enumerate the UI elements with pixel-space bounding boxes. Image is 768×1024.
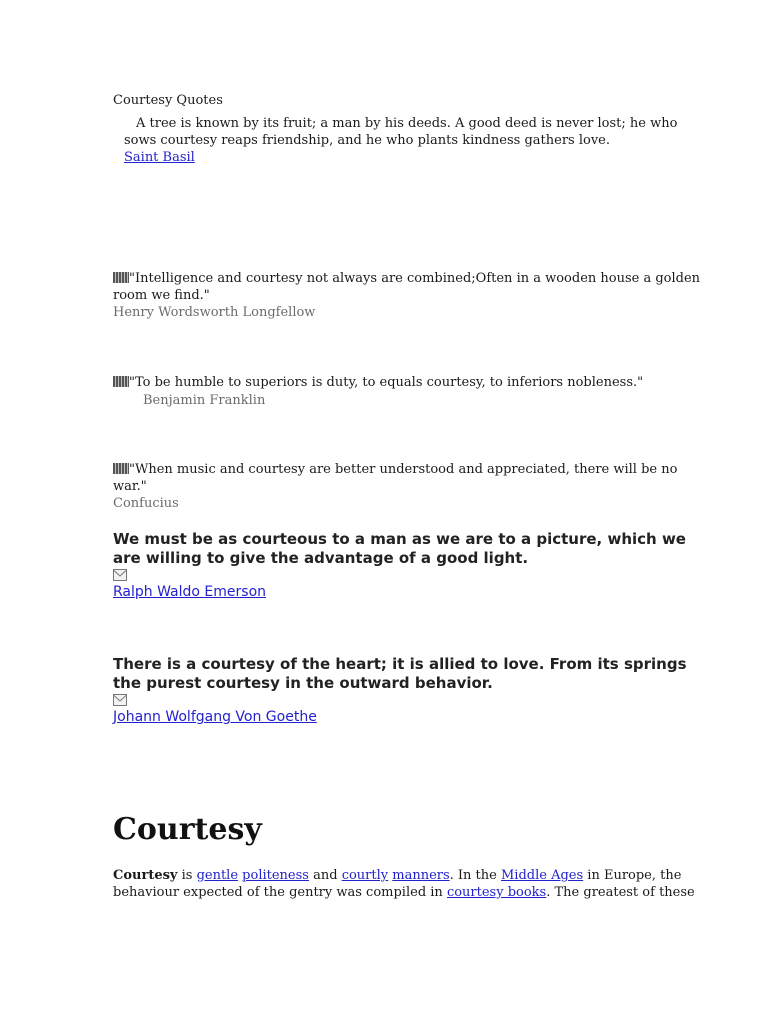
bar-glyph-icon bbox=[113, 463, 129, 474]
author-link-saint-basil[interactable]: Saint Basil bbox=[124, 150, 195, 165]
link-courtesy-books[interactable]: courtesy books bbox=[446, 885, 547, 900]
link-courtly[interactable]: courtly bbox=[341, 868, 389, 883]
quote-5-line-1: We must be as courteous to a man as we are to a picture, which we bbox=[113, 530, 686, 548]
text-run: is bbox=[177, 868, 197, 883]
bar-glyph-icon bbox=[113, 272, 129, 283]
quote-3-author: Benjamin Franklin bbox=[143, 393, 266, 408]
author-link-goethe[interactable]: Johann Wolfgang Von Goethe bbox=[113, 709, 317, 725]
envelope-icon bbox=[113, 694, 127, 706]
quote-4-line-2: war." bbox=[113, 479, 147, 494]
author-link-ralph-waldo-emerson[interactable]: Ralph Waldo Emerson bbox=[113, 584, 267, 600]
quote-5-line-2: are willing to give the advantage of a good light. bbox=[113, 549, 529, 567]
article-heading: Courtesy bbox=[113, 812, 262, 847]
quote-3-line bbox=[113, 374, 643, 391]
link-manners[interactable]: manners bbox=[392, 868, 450, 883]
quote-2-line-1 bbox=[113, 270, 700, 287]
text-run: in Europe, the bbox=[583, 868, 682, 883]
text-run: . The greatest of these bbox=[546, 885, 695, 900]
quote-4-author: Confucius bbox=[113, 496, 179, 511]
quote-4-line-1 bbox=[113, 461, 677, 478]
link-middle-ages[interactable]: Middle Ages bbox=[500, 868, 584, 883]
link-politeness[interactable]: politeness bbox=[242, 868, 309, 883]
text-run: . In the bbox=[449, 868, 501, 883]
quote-1-line-1: A tree is known by its fruit; a man by his deeds. A good deed is never lost; he who bbox=[136, 116, 678, 131]
term-courtesy: Courtesy bbox=[113, 868, 178, 883]
text-run: and bbox=[308, 868, 342, 883]
quote-1-line-2: sows courtesy reaps friendship, and he who plants kindness gathers love. bbox=[124, 133, 611, 148]
link-gentle[interactable]: gentle bbox=[196, 868, 239, 883]
quote-2-line-2: room we find." bbox=[113, 288, 210, 303]
article-paragraph-line-1 bbox=[113, 867, 681, 884]
quote-3-text: "To be humble to superiors is duty, to equals courtesy, to inferiors nobleness." bbox=[129, 375, 644, 390]
text-run: behaviour expected of the gentry was compiled in bbox=[113, 885, 447, 900]
quote-2-text: "Intelligence and courtesy not always are combined;Often in a wooden house a golden bbox=[129, 271, 701, 286]
quote-2-author: Henry Wordsworth Longfellow bbox=[113, 305, 316, 320]
bar-glyph-icon bbox=[113, 376, 129, 387]
page-title: Courtesy Quotes bbox=[113, 93, 223, 108]
quote-4-text: "When music and courtesy are better understood and appreciated, there will be no bbox=[129, 462, 678, 477]
article-paragraph-line-2 bbox=[113, 884, 695, 901]
quote-6-line-1: There is a courtesy of the heart; it is allied to love. From its springs bbox=[113, 655, 687, 673]
envelope-icon bbox=[113, 569, 127, 581]
quote-6-line-2: the purest courtesy in the outward behavior. bbox=[113, 674, 493, 692]
